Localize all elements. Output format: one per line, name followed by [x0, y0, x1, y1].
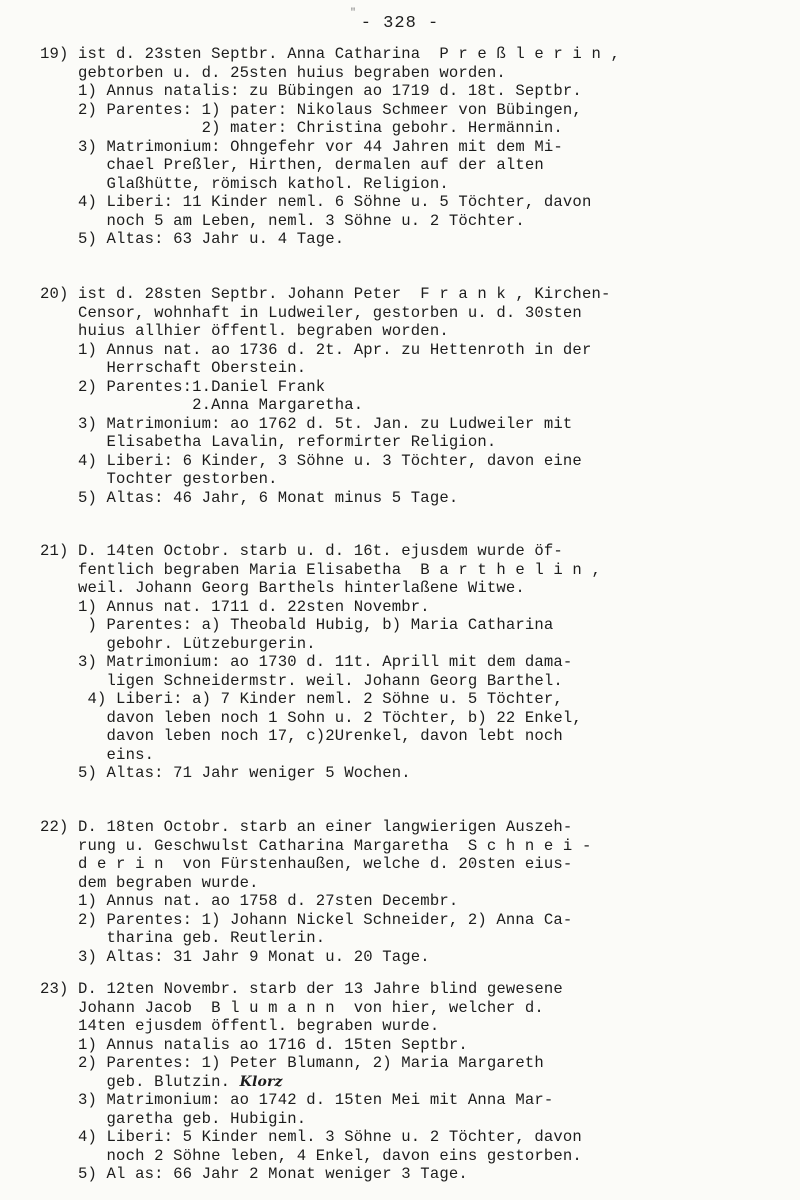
text-line: chael Preßler, Hirthen, dermalen auf der alten [40, 156, 544, 174]
text-line: 2.Anna Margaretha. [40, 396, 364, 414]
text-line: 1) Annus nat. 1711 d. 22sten Novembr. [40, 597, 430, 616]
text-line: 22) D. 18ten Octobr. starb an einer langwierigen Auszeh- [40, 818, 573, 836]
text-line: 3) Matrimonium: ao 1762 d. 5t. Jan. zu Ludweiler mit [40, 414, 573, 433]
text-line: 20) ist d. 28sten Septbr. Johann Peter F r a n k , Kirchen- [40, 285, 611, 303]
text-line: rung u. Geschwulst Catharina Margaretha S c h n e i - [40, 836, 592, 855]
text-line: 1) Annus nat. ao 1758 d. 27sten Decembr. [40, 892, 459, 910]
text-line: 5) Altas: 63 Jahr u. 4 Tage. [40, 230, 345, 248]
text-line: huius allhier öffentl. begraben worden. [40, 322, 449, 340]
text-line: 3) Altas: 31 Jahr 9 Monat u. 20 Tage. [40, 947, 430, 966]
entry-22 [40, 818, 760, 966]
text-line: 19) ist d. 23sten Septbr. Anna Catharina P r e ß l e r i n , [40, 45, 620, 63]
text-line: weil. Johann Georg Barthels hinterlaßene Witwe. [40, 579, 525, 597]
text-line: noch 5 am Leben, neml. 3 Söhne u. 2 Töchter. [40, 211, 525, 230]
text-line: 4) Liberi: 5 Kinder neml. 3 Söhne u. 2 Töchter, davon [40, 1128, 582, 1146]
text-line: 5) Al as: 66 Jahr 2 Monat weniger 3 Tage. [40, 1165, 468, 1183]
text-line: noch 2 Söhne leben, 4 Enkel, davon eins gestorben. [40, 1146, 582, 1165]
text-line: Herrschaft Oberstein. [40, 359, 307, 377]
text-line: 3) Matrimonium: ao 1730 d. 11t. Aprill mit dem dama- [40, 653, 573, 671]
text-line: 3) Matrimonium: ao 1742 d. 15ten Mei mit Anna Mar- [40, 1091, 554, 1109]
text-line: eins. [40, 745, 155, 764]
text-line: davon leben noch 1 Sohn u. 2 Töchter, b) 22 Enkel, [40, 708, 582, 727]
text-line: Censor, wohnhaft in Ludweiler, gestorben u. d. 30sten [40, 303, 582, 322]
text-line: 4) Liberi: 11 Kinder neml. 6 Söhne u. 5 Töchter, davon [40, 193, 592, 211]
entry-23 [40, 980, 760, 1184]
text-line: 2) Parentes: 1) Peter Blumann, 2) Maria Margareth [40, 1054, 544, 1072]
text-line: 2) Parentes:1.Daniel Frank [40, 377, 326, 396]
text-line: Elisabetha Lavalin, reformirter Religion. [40, 433, 497, 451]
page-mark: " [350, 8, 357, 19]
text-line: 2) mater: Christina gebohr. Hermännin. [40, 119, 563, 137]
handwritten-note: Klorz [239, 1073, 283, 1090]
text-line: ligen Schneidermstr. weil. Johann Georg Barthel. [40, 671, 563, 690]
text-line: d e r i n von Fürstenhaußen, welche d. 20sten eius- [40, 855, 573, 873]
text-line: 3) Matrimonium: Ohngefehr vor 44 Jahren mit dem Mi- [40, 137, 563, 156]
text-line: Glaßhütte, römisch kathol. Religion. [40, 174, 449, 193]
text-line: tharina geb. Reutlerin. [40, 929, 326, 947]
entry-19 [40, 45, 760, 249]
text-line: 1) Annus natalis: zu Bübingen ao 1719 d. 18t. Septbr. [40, 82, 582, 100]
text-line: 5) Altas: 46 Jahr, 6 Monat minus 5 Tage. [40, 488, 459, 507]
entry-20 [40, 285, 760, 507]
text-line: Johann Jacob B l u m a n n von hier, welcher d. [40, 998, 544, 1017]
text-line: 1) Annus natalis ao 1716 d. 15ten Septbr. [40, 1035, 468, 1054]
text-line: 23) D. 12ten Novembr. starb der 13 Jahre blind gewesene [40, 980, 563, 998]
text-line: 4) Liberi: a) 7 Kinder neml. 2 Söhne u. 5 Töchter, [40, 690, 563, 708]
text-line: 2) Parentes: 1) pater: Nikolaus Schmeer von Bübingen, [40, 100, 582, 119]
text-line: Tochter gestorben. [40, 470, 278, 488]
text-line: 21) D. 14ten Octobr. starb u. d. 16t. ejusdem wurde öf- [40, 542, 563, 560]
text-line: 14ten ejusdem öffentl. begraben wurde. [40, 1017, 440, 1035]
text-line: fentlich begraben Maria Elisabetha B a r t h e l i n , [40, 560, 601, 579]
text-line: ) Parentes: a) Theobald Hubig, b) Maria Catharina [40, 616, 554, 634]
text-line: 5) Altas: 71 Jahr weniger 5 Wochen. [40, 764, 411, 782]
text-line: gebohr. Lützeburgerin. [40, 634, 316, 653]
text-line: garetha geb. Hubigin. [40, 1109, 307, 1128]
text-line: 4) Liberi: 6 Kinder, 3 Söhne u. 3 Töchter, davon eine [40, 451, 582, 470]
text-line: 2) Parentes: 1) Johann Nickel Schneider, 2) Anna Ca- [40, 910, 573, 929]
text-fragment: geb. Blutzin. [40, 1072, 240, 1091]
text-line: gebtorben u. d. 25sten huius begraben worden. [40, 63, 506, 82]
entry-21 [40, 542, 760, 783]
page-number: - 328 - [360, 14, 440, 33]
text-line [40, 1073, 760, 1092]
text-line: dem begraben wurde. [40, 873, 259, 892]
text-line: davon leben noch 17, c)2Urenkel, davon lebt noch [40, 727, 563, 745]
text-line: 1) Annus nat. ao 1736 d. 2t. Apr. zu Hettenroth in der [40, 340, 592, 359]
